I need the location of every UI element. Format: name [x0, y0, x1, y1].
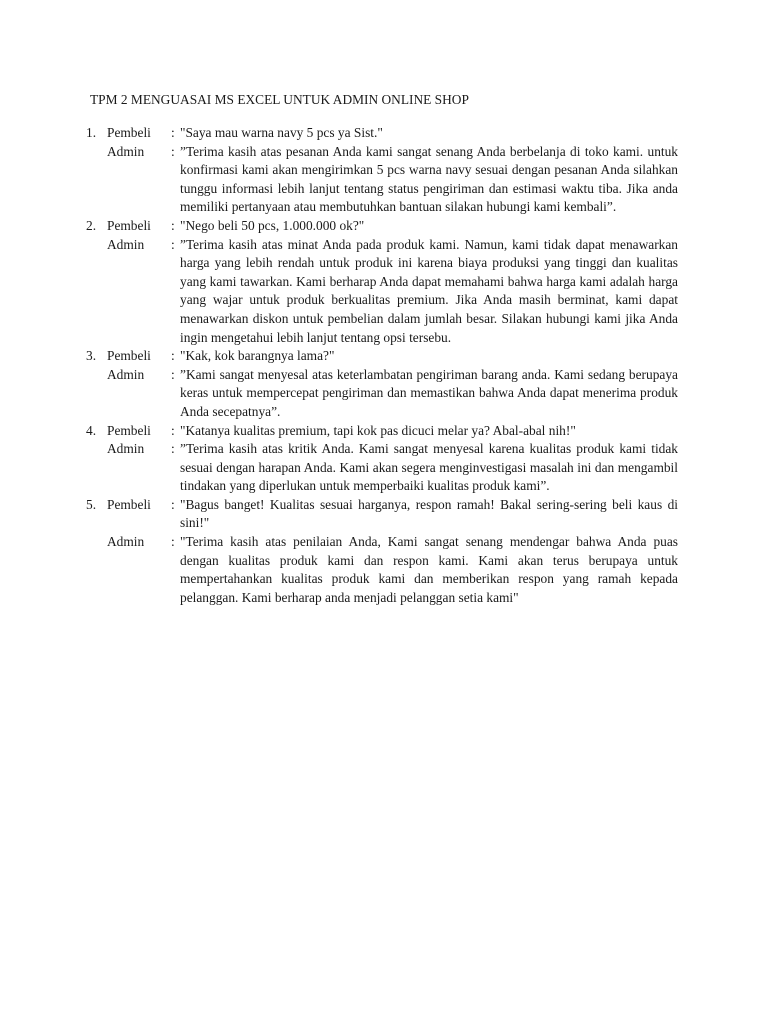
item-number: 3.: [86, 348, 97, 364]
admin-label: Admin: [107, 441, 145, 457]
admin-message: "Terima kasih atas penilaian Anda, Kami sangat senang mendengar bahwa Anda puas dengan kualitas produk kami dan respon kami. Kami akan terus berupaya untuk mempertahankan kualitas produk kami dan memberikan respon yang ramah kepada pelanggan. Kami berharap anda menjadi pelanggan setia kami": [180, 534, 678, 605]
separator: :: [171, 441, 175, 457]
item-number: 1.: [86, 125, 97, 140]
admin-label: Admin: [107, 534, 145, 550]
buyer-message: "Katanya kualitas premium, tapi kok pas dicuci melar ya? Abal-abal nih!": [180, 422, 576, 438]
admin-row: [86, 236, 678, 348]
admin-row: [86, 533, 678, 607]
admin-message: ”Terima kasih atas pesanan Anda kami sangat senang Anda berbelanja di toko kami. untuk konfirmasi kami akan mengirimkan 5 pcs warna navy sesuai dengan pesanan Anda silahkan tunggu informasi lebih lanjut tentang status pengiriman dan estimasi waktu tiba. Jika anda memiliki pertanyaan atau membutuhkan bantuan silakan hubungi kami kembali”.: [180, 143, 678, 215]
buyer-row: [86, 422, 678, 441]
separator: :: [171, 236, 175, 252]
buyer-row: [86, 496, 678, 533]
buyer-row: [86, 347, 678, 366]
buyer-message: "Bagus banget! Kualitas sesuai harganya, respon ramah! Bakal sering-sering beli kaus di sini!": [180, 496, 678, 531]
item-number: 5.: [86, 496, 97, 512]
admin-label: Admin: [107, 236, 145, 252]
item-number: 4.: [86, 422, 97, 438]
list-item: [86, 422, 678, 496]
separator: :: [171, 143, 175, 159]
buyer-message: "Saya mau warna navy 5 pcs ya Sist.": [180, 125, 383, 140]
admin-row: [86, 366, 678, 422]
separator: :: [171, 366, 175, 382]
list-item: [86, 124, 678, 217]
separator: :: [171, 422, 175, 438]
admin-label: Admin: [107, 366, 145, 382]
separator: :: [171, 534, 175, 550]
admin-row: [86, 440, 678, 496]
separator: :: [171, 125, 175, 140]
separator: :: [171, 217, 175, 233]
conversation-list: [86, 124, 678, 607]
page-title: TPM 2 MENGUASAI MS EXCEL UNTUK ADMIN ONLINE SHOP: [90, 92, 469, 107]
list-item: [86, 217, 678, 347]
admin-message: ”Terima kasih atas minat Anda pada produk kami. Namun, kami tidak dapat menawarkan harga yang lebih rendah untuk produk ini karena biaya produksi yang tinggi dan kualitas yang kami tawarkan. Kami berharap Anda dapat memahami bahwa harga kami adalah harga yang wajar untuk produk berkualitas premium. Jika Anda masih berminat, kami dapat menawarkan diskon untuk pembelian dalam jumlah besar. Silakan hubungi kami jika Anda ingin mengetahui lebih lanjut tentang opsi tersebu.: [180, 236, 678, 345]
admin-label: Admin: [107, 143, 145, 159]
admin-message: ”Terima kasih atas kritik Anda. Kami sangat menyesal karena kualitas produk kami tidak sesuai dengan harapan Anda. Kami akan segera menginvestigasi masalah ini dan mengambil tindakan yang diperlukan untuk memperbaiki kualitas produk kami”.: [180, 441, 678, 494]
buyer-label: Pembeli: [107, 496, 151, 512]
separator: :: [171, 348, 175, 364]
buyer-message: "Nego beli 50 pcs, 1.000.000 ok?": [180, 217, 365, 233]
separator: :: [171, 496, 175, 512]
buyer-label: Pembeli: [107, 422, 151, 438]
admin-message: ”Kami sangat menyesal atas keterlambatan pengiriman barang anda. Kami sedang berupaya keras untuk mempercepat pengiriman dan memastikan bahwa Anda dapat menerima produk Anda secepatnya”.: [180, 366, 678, 419]
buyer-label: Pembeli: [107, 125, 151, 140]
buyer-row: [86, 217, 678, 236]
buyer-row: [86, 124, 678, 143]
buyer-label: Pembeli: [107, 348, 151, 364]
list-item: [86, 347, 678, 421]
admin-row: [86, 143, 678, 217]
item-number: 2.: [86, 217, 97, 233]
buyer-label: Pembeli: [107, 217, 151, 233]
list-item: [86, 496, 678, 608]
buyer-message: "Kak, kok barangnya lama?": [180, 348, 335, 364]
